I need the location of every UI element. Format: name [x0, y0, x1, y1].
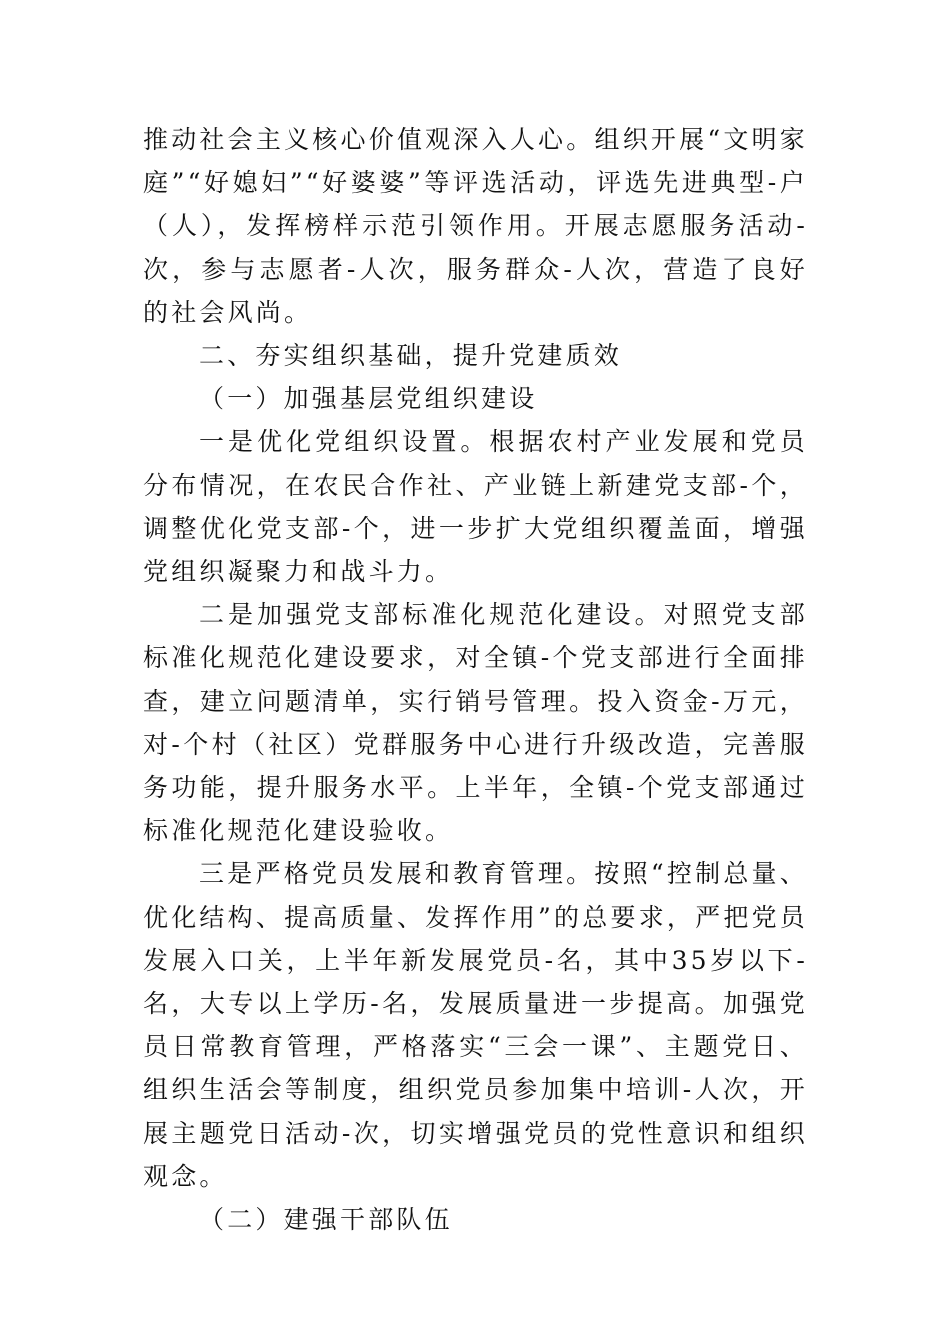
document-body — [143, 118, 808, 1241]
paragraph-body: 二是加强党支部标准化规范化建设。对照党支部标准化规范化建设要求，对全镇-个党支部进行全面排查，建立问题清单，实行销号管理。投入资金-万元，对-个村（社区）党群服务中心进行升级改造，完善服务功能，提升服务水平。上半年，全镇-个党支部通过标准化规范化建设验收。 — [143, 600, 808, 846]
subsection-heading: （一）加强基层党组织建设 — [199, 384, 538, 414]
paragraph-continuation: 推动社会主义核心价值观深入人心。组织开展“文明家庭”“好媳妇”“好婆婆”等评选活动，评选先进典型-户（人），发挥榜样示范引领作用。开展志愿服务活动-次，参与志愿者-人次，服务群众-人次，营造了良好的社会风尚。 — [143, 125, 808, 327]
subsection-heading: （二）建强干部队伍 — [199, 1205, 453, 1235]
paragraph-body: 一是优化党组织设置。根据农村产业发展和党员分布情况，在农民合作社、产业链上新建党支部-个，调整优化党支部-个，进一步扩大党组织覆盖面，增强党组织凝聚力和战斗力。 — [143, 427, 808, 587]
section-heading: 二、夯实组织基础，提升党建质效 — [199, 341, 623, 371]
paragraph-body: 三是严格党员发展和教育管理。按照“控制总量、优化结构、提高质量、发挥作用”的总要求，严把党员发展入口关，上半年新发展党员-名，其中35岁以下-名，大专以上学历-名，发展质量进一步提高。加强党员日常教育管理，严格落实“三会一课”、主题党日、组织生活会等制度，组织党员参加集中培训-人次，开展主题党日活动-次，切实增强党员的党性意识和组织观念。 — [143, 859, 808, 1191]
